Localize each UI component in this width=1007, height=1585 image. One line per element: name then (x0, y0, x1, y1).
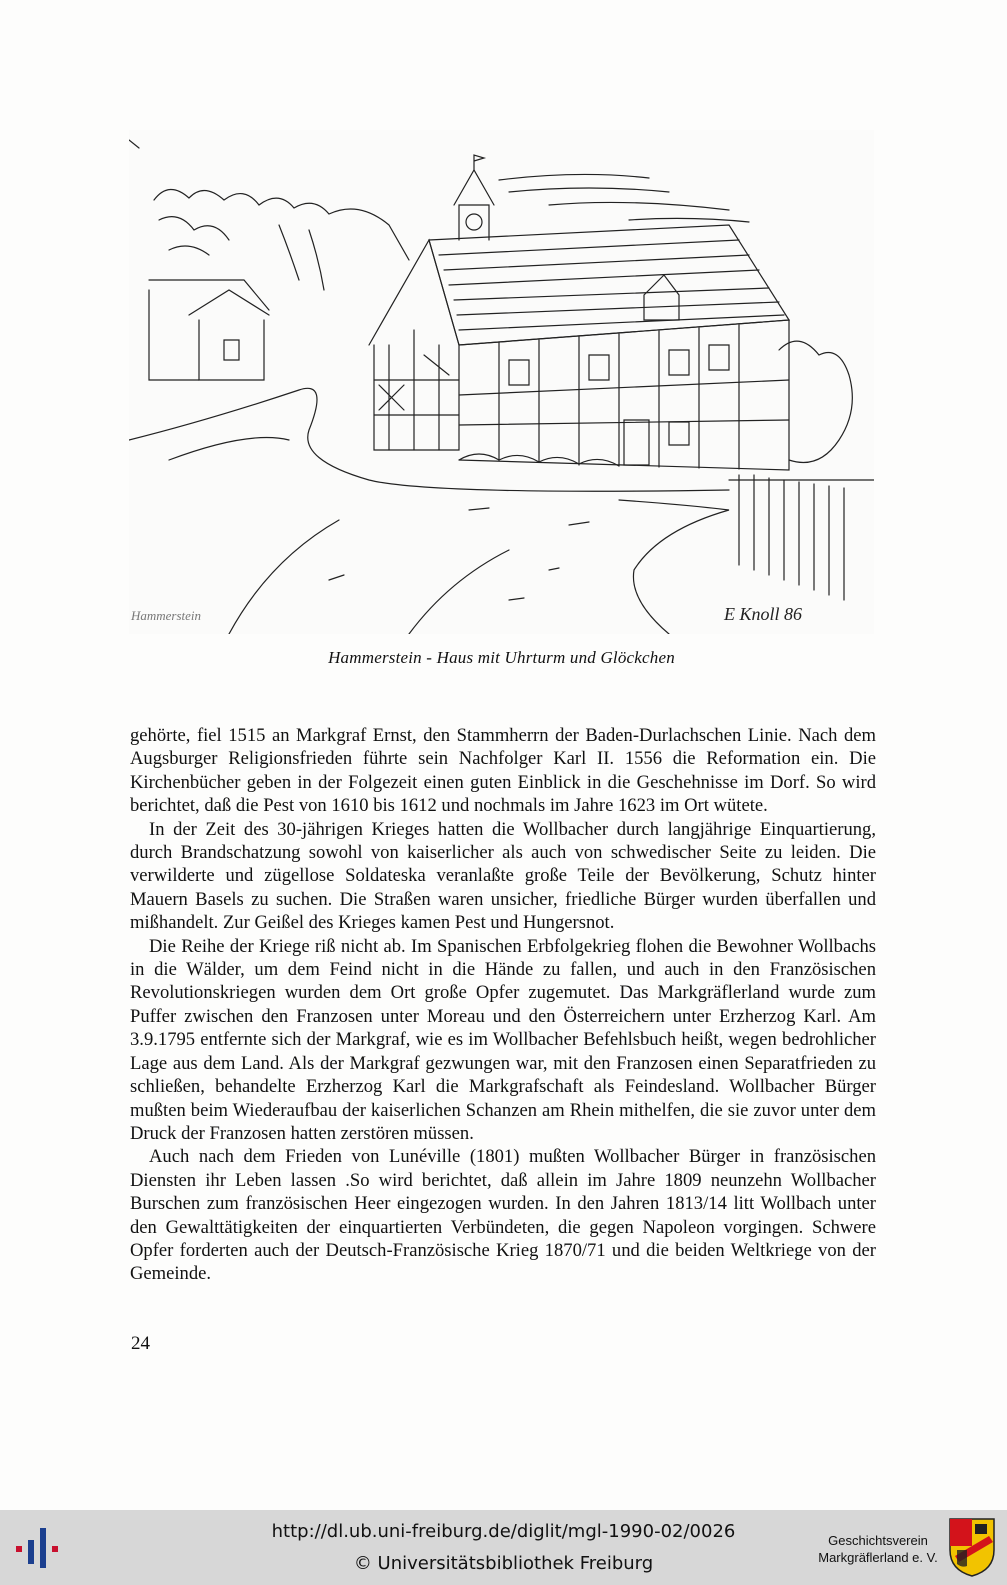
artist-signature: E Knoll 86 (724, 604, 803, 624)
society-name (812, 1532, 944, 1566)
society-line-2: Markgräflerland e. V. (818, 1550, 938, 1565)
pencil-note: Hammerstein (131, 608, 202, 623)
body-text (130, 724, 876, 1286)
figure-caption: Hammerstein - Haus mit Uhrturm und Glöckchen (328, 648, 675, 667)
paragraph-2: In der Zeit des 30-jährigen Krieges hatten die Wollbacher durch langjährige Einquartierung, durch Brandschatzung sowohl von kaiserlicher als auch von schwedischer Seite zu leiden. Die verwilderte und zügellose Soldateska veranlaßte große Teile der Bevölkerung, Schutz hinter Mauern Basels zu suchen. Die Straßen waren unsicher, friedliche Bürger wurden überfallen und mißhandelt. Zur Geißel des Krieges kamen Pest und Hungersnot. (130, 818, 876, 934)
paragraph-1: gehörte, fiel 1515 an Markgraf Ernst, den Stammherrn der Baden-Durlachschen Linie. Nach dem Augsburger Religionsfrieden führte sein Nachfolger Karl II. 1556 die Reformation ein. Die Kirchenbücher geben in der Folgezeit einen guten Einblick in die Geschehnisse im Dorf. So wird berichtet, daß die Pest von 1610 bis 1612 und nochmals im Jahre 1623 im Ort wütete. (130, 725, 876, 817)
pen-drawing-half-timbered-house (129, 130, 874, 634)
coat-of-arms-icon[interactable] (947, 1516, 997, 1578)
paragraph-4: Auch nach dem Frieden von Lunéville (1801) mußten Wollbacher Bürger in französischen Diensten ihr Leben lassen .So wird berichtet, daß allein im Jahre 1809 neunzehn Wollbacher Burschen zum französischen Heer eingezogen wurden. In den Jahren 1813/14 litt Wollbach unter den Gewalttätigkeiten der einquartierten Verbündeten, die gegen Napoleon vorgingen. Schwere Opfer forderten auch der Deutsch-Französische Krieg 1870/71 und die beiden Weltkriege von der Gemeinde. (130, 1146, 876, 1285)
drawing-svg (129, 130, 874, 634)
society-line-1: Geschichtsverein (828, 1533, 928, 1548)
paragraph-3: Die Reihe der Kriege riß nicht ab. Im Spanischen Erbfolgekrieg flohen die Bewohner Wollbachs in die Wälder, um dem Feind nicht in die Hände zu fallen, und auch in den Französischen Revolutionskriegen wurden dem Ort große Opfer zugemutet. Das Markgräflerland wurde zum Puffer zwischen den Franzosen unter Moreau und den Österreichern unter Erzherzog Karl. Am 3.9.1795 entfernte sich der Markgraf, wie es im Wollbacher Befehlsbuch heißt, wegen bedrohlicher Lage aus dem Land. Als der Markgraf gezwungen war, mit den Franzosen einen Separatfrieden zu schließen, behandelte Erzherzog Karl die Markgrafschaft als Feindesland. Wollbacher Bürger mußten beim Wiederaufbau der kaiserlichen Schanzen am Rhein mithelfen, die sie zuvor unter dem Druck der Franzosen hatten zerstören müssen. (130, 935, 876, 1144)
copyright-notice: © Universitätsbibliothek Freiburg (353, 1553, 654, 1574)
page-number: 24 (131, 1333, 150, 1354)
document-url-link[interactable]: http://dl.ub.uni-freiburg.de/diglit/mgl-1990-02/0026 (271, 1521, 736, 1542)
footer-bar (0, 1510, 1007, 1585)
